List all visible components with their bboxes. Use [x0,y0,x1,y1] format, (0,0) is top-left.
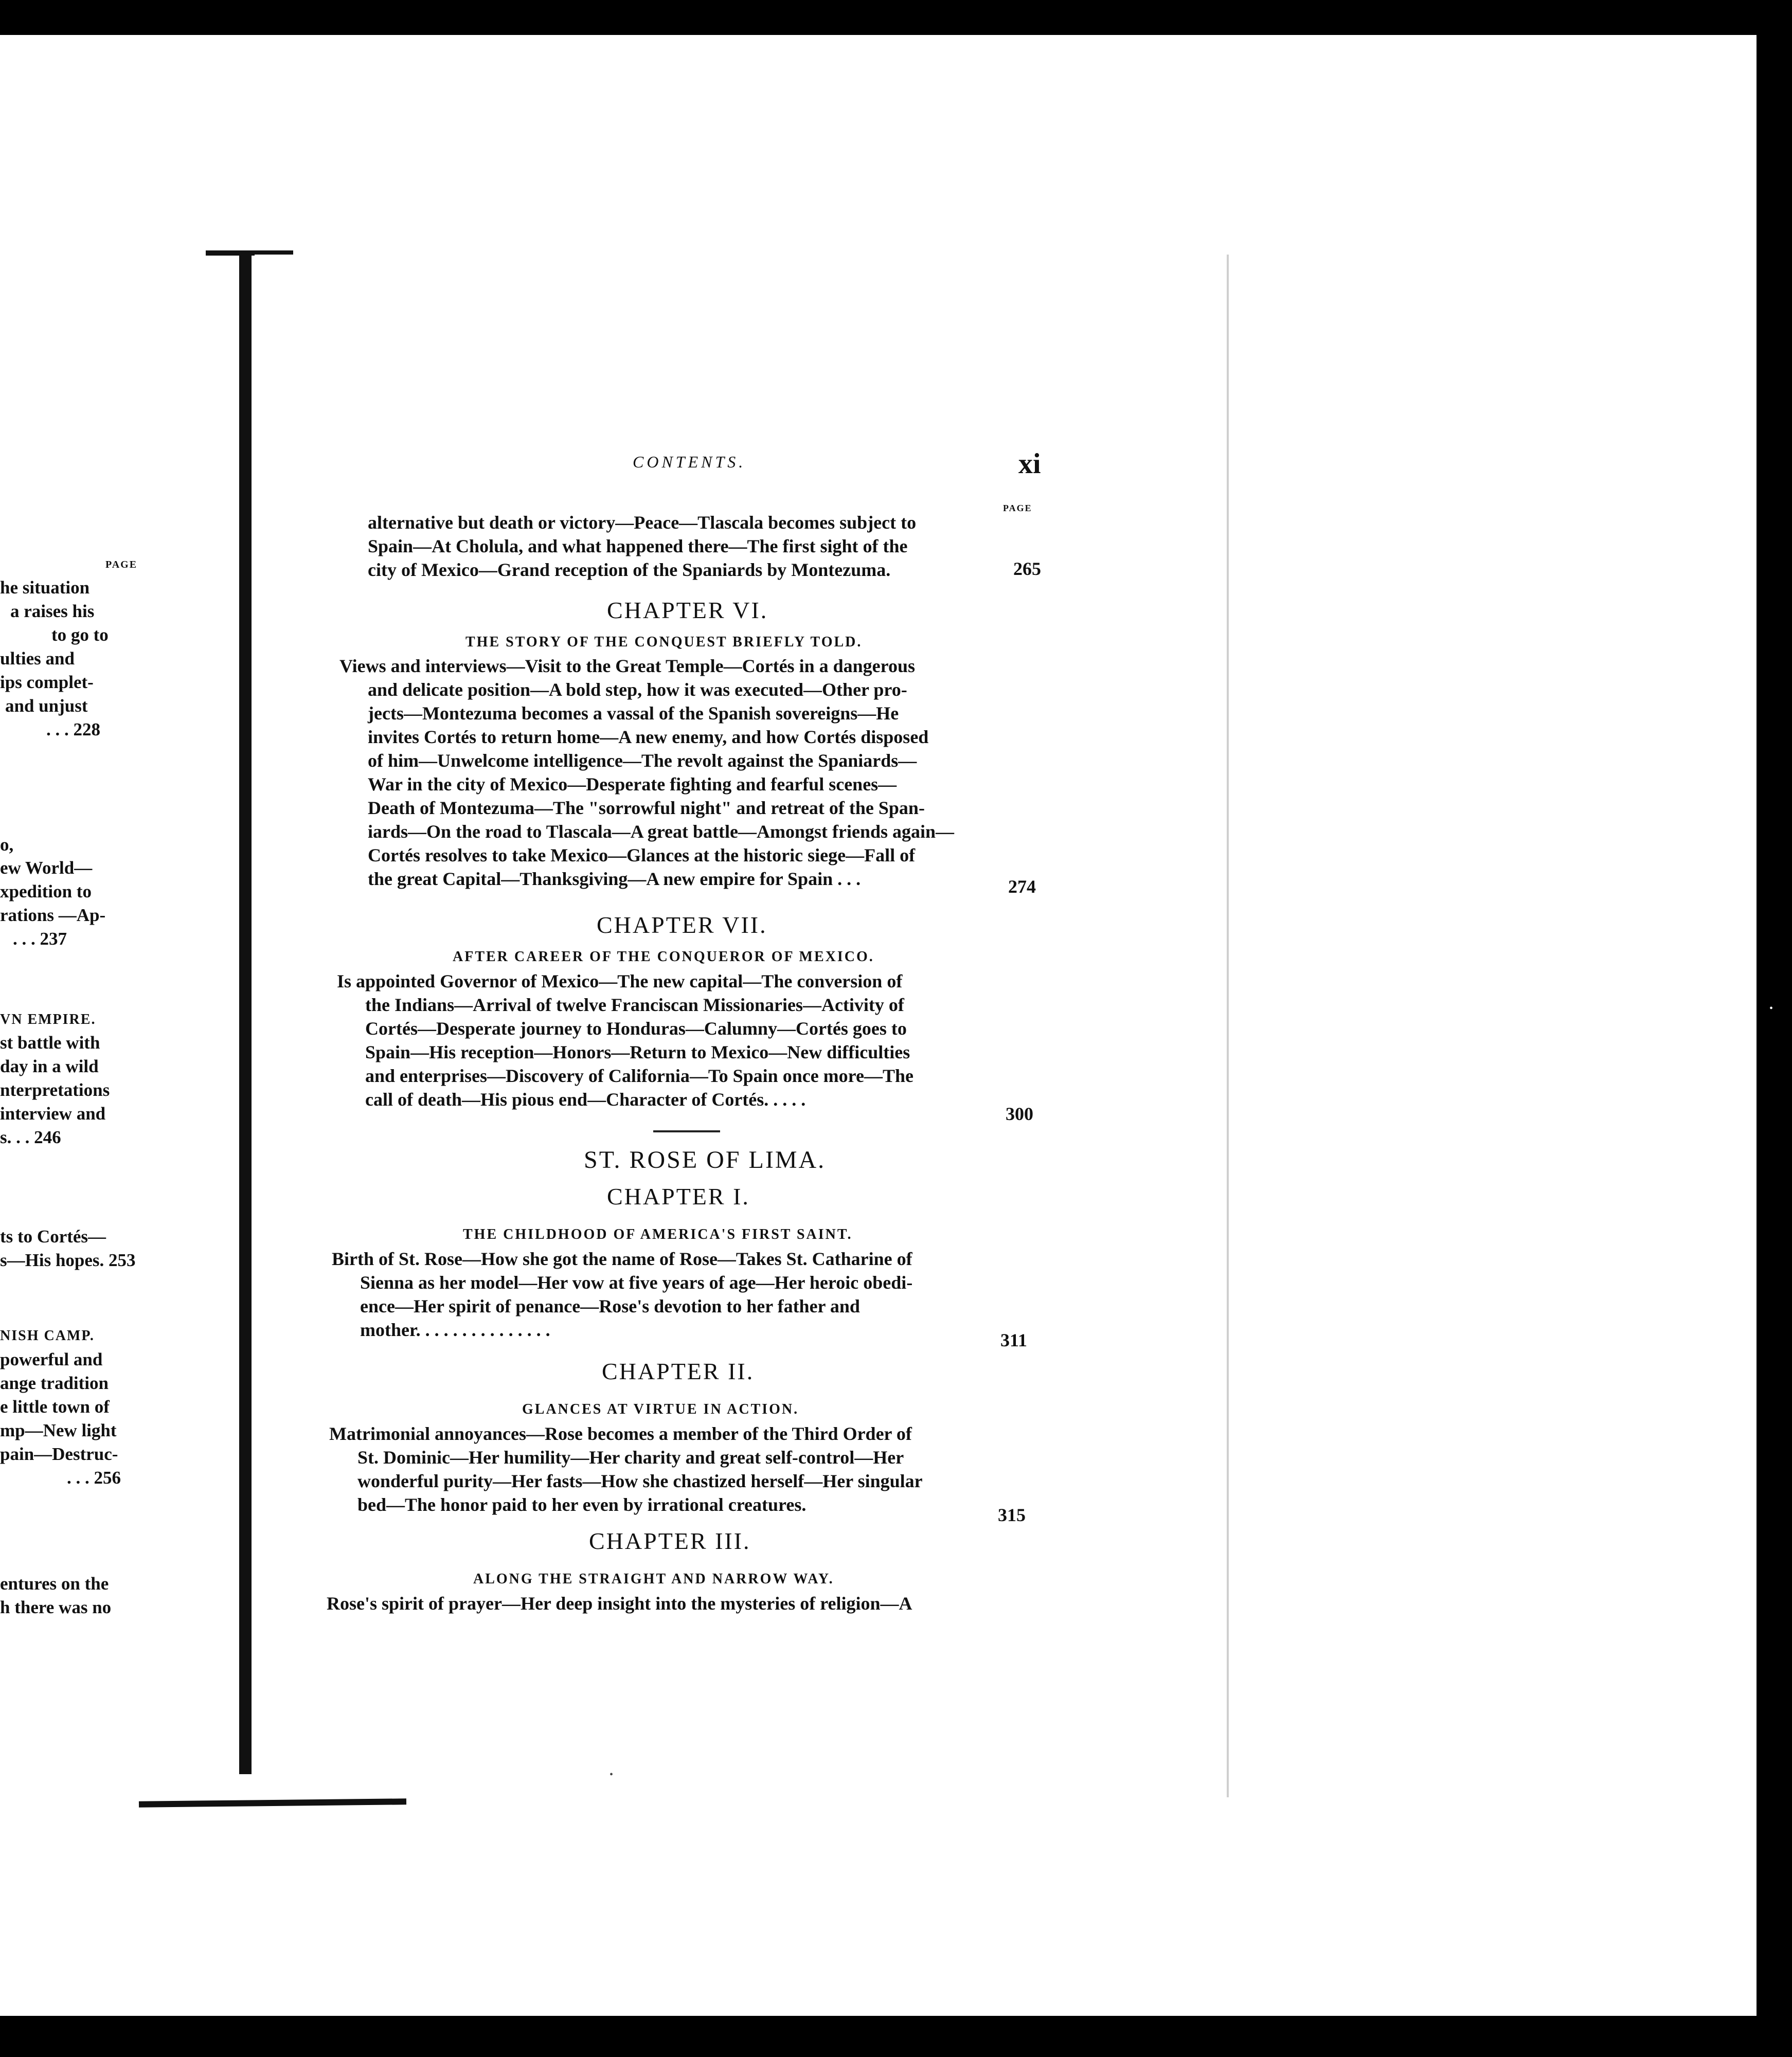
page-number: 315 [998,1505,1026,1525]
entry-line: Death of Montezuma—The "sorrowful night" and retreat of the Span- [368,798,925,818]
continued-entry [368,511,1006,582]
page-number: 274 [1008,876,1036,897]
left-fragment: day in a wild [0,1056,99,1076]
chapter-summary [337,969,1006,1111]
left-fragment: NISH CAMP. [0,1328,95,1344]
chapter-subtitle: THE CHILDHOOD OF AMERICA'S FIRST SAINT. [463,1226,853,1242]
entry-line: and delicate position—A bold step, how it was executed—Other pro- [368,679,907,700]
left-fragment: . . . 228 [46,719,100,739]
running-head: CONTENTS. [633,453,746,471]
left-fragment: he situation [0,578,90,598]
left-fragment: st battle with [0,1033,100,1053]
entry-line: jects—Montezuma becomes a vassal of the Spanish sovereigns—He [368,703,899,724]
chapter-heading: CHAPTER VII. [597,912,767,938]
chapter-summary [332,1247,1000,1342]
chapter-subtitle: AFTER CAREER OF THE CONQUEROR OF MEXICO. [453,949,874,965]
left-fragment: ips complet- [0,672,94,692]
left-fragment: rations —Ap- [0,905,106,925]
entry-line: Matrimonial annoyances—Rose becomes a member of the Third Order of [329,1423,912,1444]
entry-line: Cortés—Desperate journey to Honduras—Calumny—Cortés goes to [365,1018,907,1039]
chapter-subtitle: GLANCES AT VIRTUE IN ACTION. [522,1401,799,1417]
entry-line: the Indians—Arrival of twelve Franciscan Missionaries—Activity of [365,995,904,1015]
page-number: 265 [1013,558,1041,579]
entry-line: alternative but death or victory—Peace—Tlascala becomes subject to [368,512,917,533]
left-fragment: . . . 237 [13,929,67,949]
left-fragment: ew World— [0,858,93,878]
chapter-heading: CHAPTER VI. [607,597,768,623]
book-title: ST. ROSE OF LIMA. [584,1146,826,1174]
page-column-label: PAGE [1003,503,1032,513]
entry-line: mother. . . . . . . . . . . . . . . [360,1320,550,1340]
entry-line: the great Capital—Thanksgiving—A new empire for Spain . . . [368,869,861,889]
scan-speck: • [1769,1003,1773,1014]
entry-line: Is appointed Governor of Mexico—The new capital—The conversion of [337,971,903,991]
chapter-summary [329,1422,998,1517]
left-fragment: xpedition to [0,881,92,901]
left-fragment: pain—Destruc- [0,1444,118,1464]
left-fragment: s—His hopes. 253 [0,1250,136,1270]
entry-line: wonderful purity—Her fasts—How she chastized herself—Her singular [357,1471,923,1491]
left-fragment: s. . . 246 [0,1127,61,1147]
left-fragment: . . . 256 [67,1468,121,1488]
entry-line: War in the city of Mexico—Desperate fighting and fearful scenes— [368,774,897,795]
binding-bar [239,252,252,1774]
entry-line: and enterprises—Discovery of California—To Spain once more—The [365,1066,913,1086]
chapter-summary [327,1592,995,1615]
left-fragment: and unjust [5,696,88,716]
chapter-heading: CHAPTER II. [602,1358,755,1384]
scan-speck: • [610,1769,614,1780]
entry-line: call of death—His pious end—Character of Cortés. . . . . [365,1089,806,1110]
entry-line: Spain—At Cholula, and what happened there—The first sight of the [368,536,908,556]
entry-line: ence—Her spirit of penance—Rose's devotion to her father and [360,1296,860,1316]
left-fragment: nterpretations [0,1080,110,1100]
chapter-heading: CHAPTER I. [607,1183,750,1210]
left-fragment: ulties and [0,648,75,669]
left-page-label: PAGE [105,559,138,570]
chapter-heading: CHAPTER III. [589,1528,751,1554]
left-fragment: o, [0,835,14,855]
page-number: 300 [1006,1104,1033,1124]
left-fragment: ts to Cortés— [0,1226,106,1247]
page-folio: xi [1018,448,1041,480]
left-fragment: ange tradition [0,1373,109,1393]
chapter-summary [339,654,1008,891]
chapter-subtitle: ALONG THE STRAIGHT AND NARROW WAY. [473,1571,834,1587]
left-fragment: mp—New light [0,1420,117,1440]
chapter-subtitle: THE STORY OF THE CONQUEST BRIEFLY TOLD. [465,634,863,650]
entry-line: St. Dominic—Her humility—Her charity and great self-control—Her [357,1447,904,1468]
entry-line: Cortés resolves to take Mexico—Glances at the historic siege—Fall of [368,845,916,865]
entry-line: Views and interviews—Visit to the Great Temple—Cortés in a dangerous [339,656,915,676]
entry-line: Spain—His reception—Honors—Return to Mexico—New difficulties [365,1042,910,1062]
left-page [0,249,237,1777]
entry-line: city of Mexico—Grand reception of the Spaniards by Montezuma. [368,560,891,580]
left-fragment: a raises his [10,601,95,621]
entry-line: iards—On the road to Tlascala—A great battle—Amongst friends again— [368,821,955,842]
left-fragment: interview and [0,1104,106,1124]
entry-line: Birth of St. Rose—How she got the name of Rose—Takes St. Catharine of [332,1249,912,1269]
entry-line: of him—Unwelcome intelligence—The revolt against the Spaniards— [368,750,917,771]
entry-line: bed—The honor paid to her even by irrational creatures. [357,1494,807,1515]
left-fragment: to go to [51,625,109,645]
page-number: 311 [1000,1330,1028,1350]
entry-line: Sienna as her model—Her vow at five years of age—Her heroic obedi- [360,1272,913,1293]
section-rule [653,1130,720,1132]
left-fragment: e little town of [0,1397,110,1417]
entry-line: invites Cortés to return home—A new enemy, and how Cortés disposed [368,727,929,747]
left-fragment: VN EMPIRE. [0,1012,96,1027]
entry-line: Rose's spirit of prayer—Her deep insight into the mysteries of religion—A [327,1593,912,1614]
left-fragment: powerful and [0,1349,103,1369]
left-fragment: entures on the [0,1574,109,1594]
left-fragment: h there was no [0,1597,112,1617]
